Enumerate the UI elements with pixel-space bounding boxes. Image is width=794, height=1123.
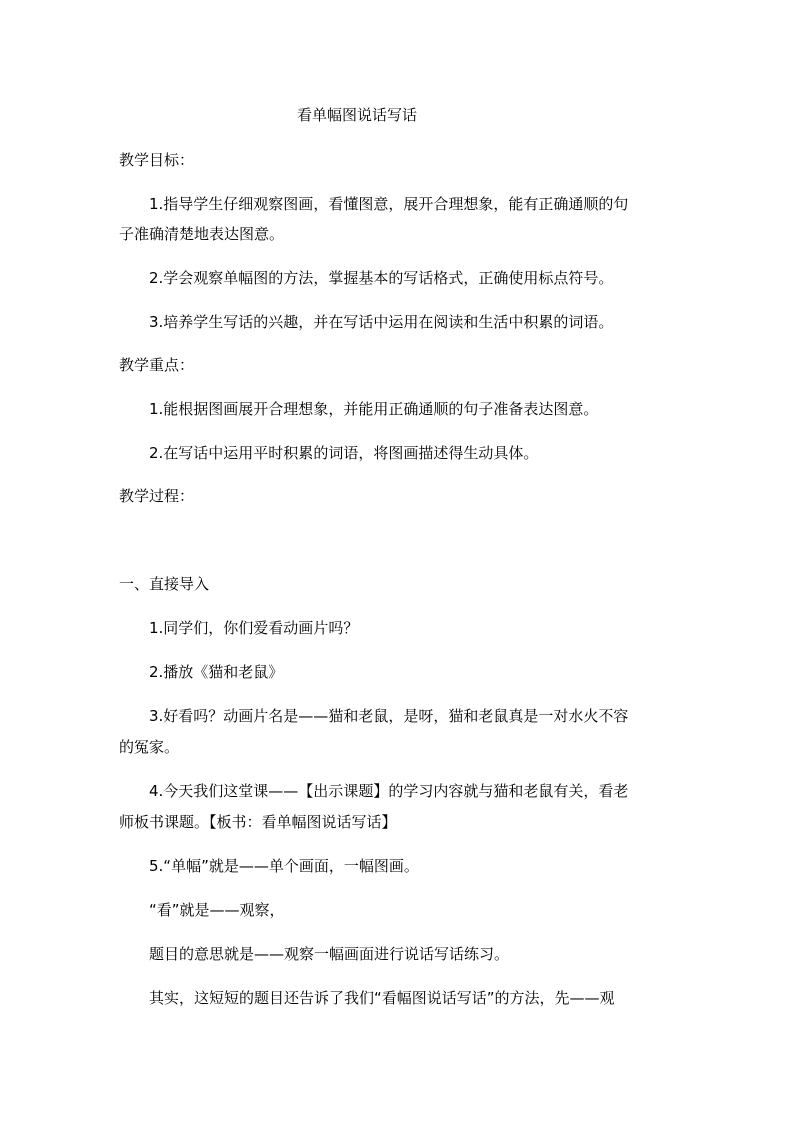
section1-line: 3.好看吗？动画片名是——猫和老鼠，是呀，猫和老鼠真是一对水火不容 xyxy=(149,707,629,725)
focus-line: 2.在写话中运用平时积累的词语，将图画描述得生动具体。 xyxy=(149,444,539,462)
section1-line: 其实，这短短的题目还告诉了我们“看幅图说话写话”的方法，先——观 xyxy=(149,989,615,1007)
section1-line: 题目的意思就是——观察一幅画面进行说话写话练习。 xyxy=(149,945,510,963)
process-heading: 教学过程： xyxy=(119,487,195,505)
section1-line: 5.“单幅”就是——单个画面，一幅图画。 xyxy=(149,857,419,875)
section1-line: 的冤家。 xyxy=(119,738,180,756)
section1-heading: 一、直接导入 xyxy=(119,575,210,593)
goal-line: 1.指导学生仔细观察图画，看懂图意，展开合理想象，能有正确通顺的句 xyxy=(149,195,629,213)
goal-line: 子准确清楚地表达图意。 xyxy=(119,225,285,243)
section1-line: 师板书课题。【板书：看单幅图说话写话】 xyxy=(119,813,397,831)
section1-line: 4.今天我们这堂课——【出示课题】的学习内容就与猫和老鼠有关，看老 xyxy=(149,782,629,800)
goal-line: 2.学会观察单幅图的方法，掌握基本的写话格式，正确使用标点符号。 xyxy=(149,269,614,287)
focus-heading: 教学重点： xyxy=(119,356,195,374)
document-title: 看单幅图说话写话 xyxy=(297,106,418,124)
focus-line: 1.能根据图画展开合理想象，并能用正确通顺的句子准备表达图意。 xyxy=(149,400,599,418)
goals-heading: 教学目标： xyxy=(119,151,195,169)
section1-line: “看”就是——观察， xyxy=(149,901,285,919)
section1-line: 1.同学们，你们爱看动画片吗？ xyxy=(149,619,359,637)
goal-line: 3.培养学生写话的兴趣，并在写话中运用在阅读和生活中积累的词语。 xyxy=(149,313,614,331)
section1-line: 2.播放《猫和老鼠》 xyxy=(149,663,284,681)
